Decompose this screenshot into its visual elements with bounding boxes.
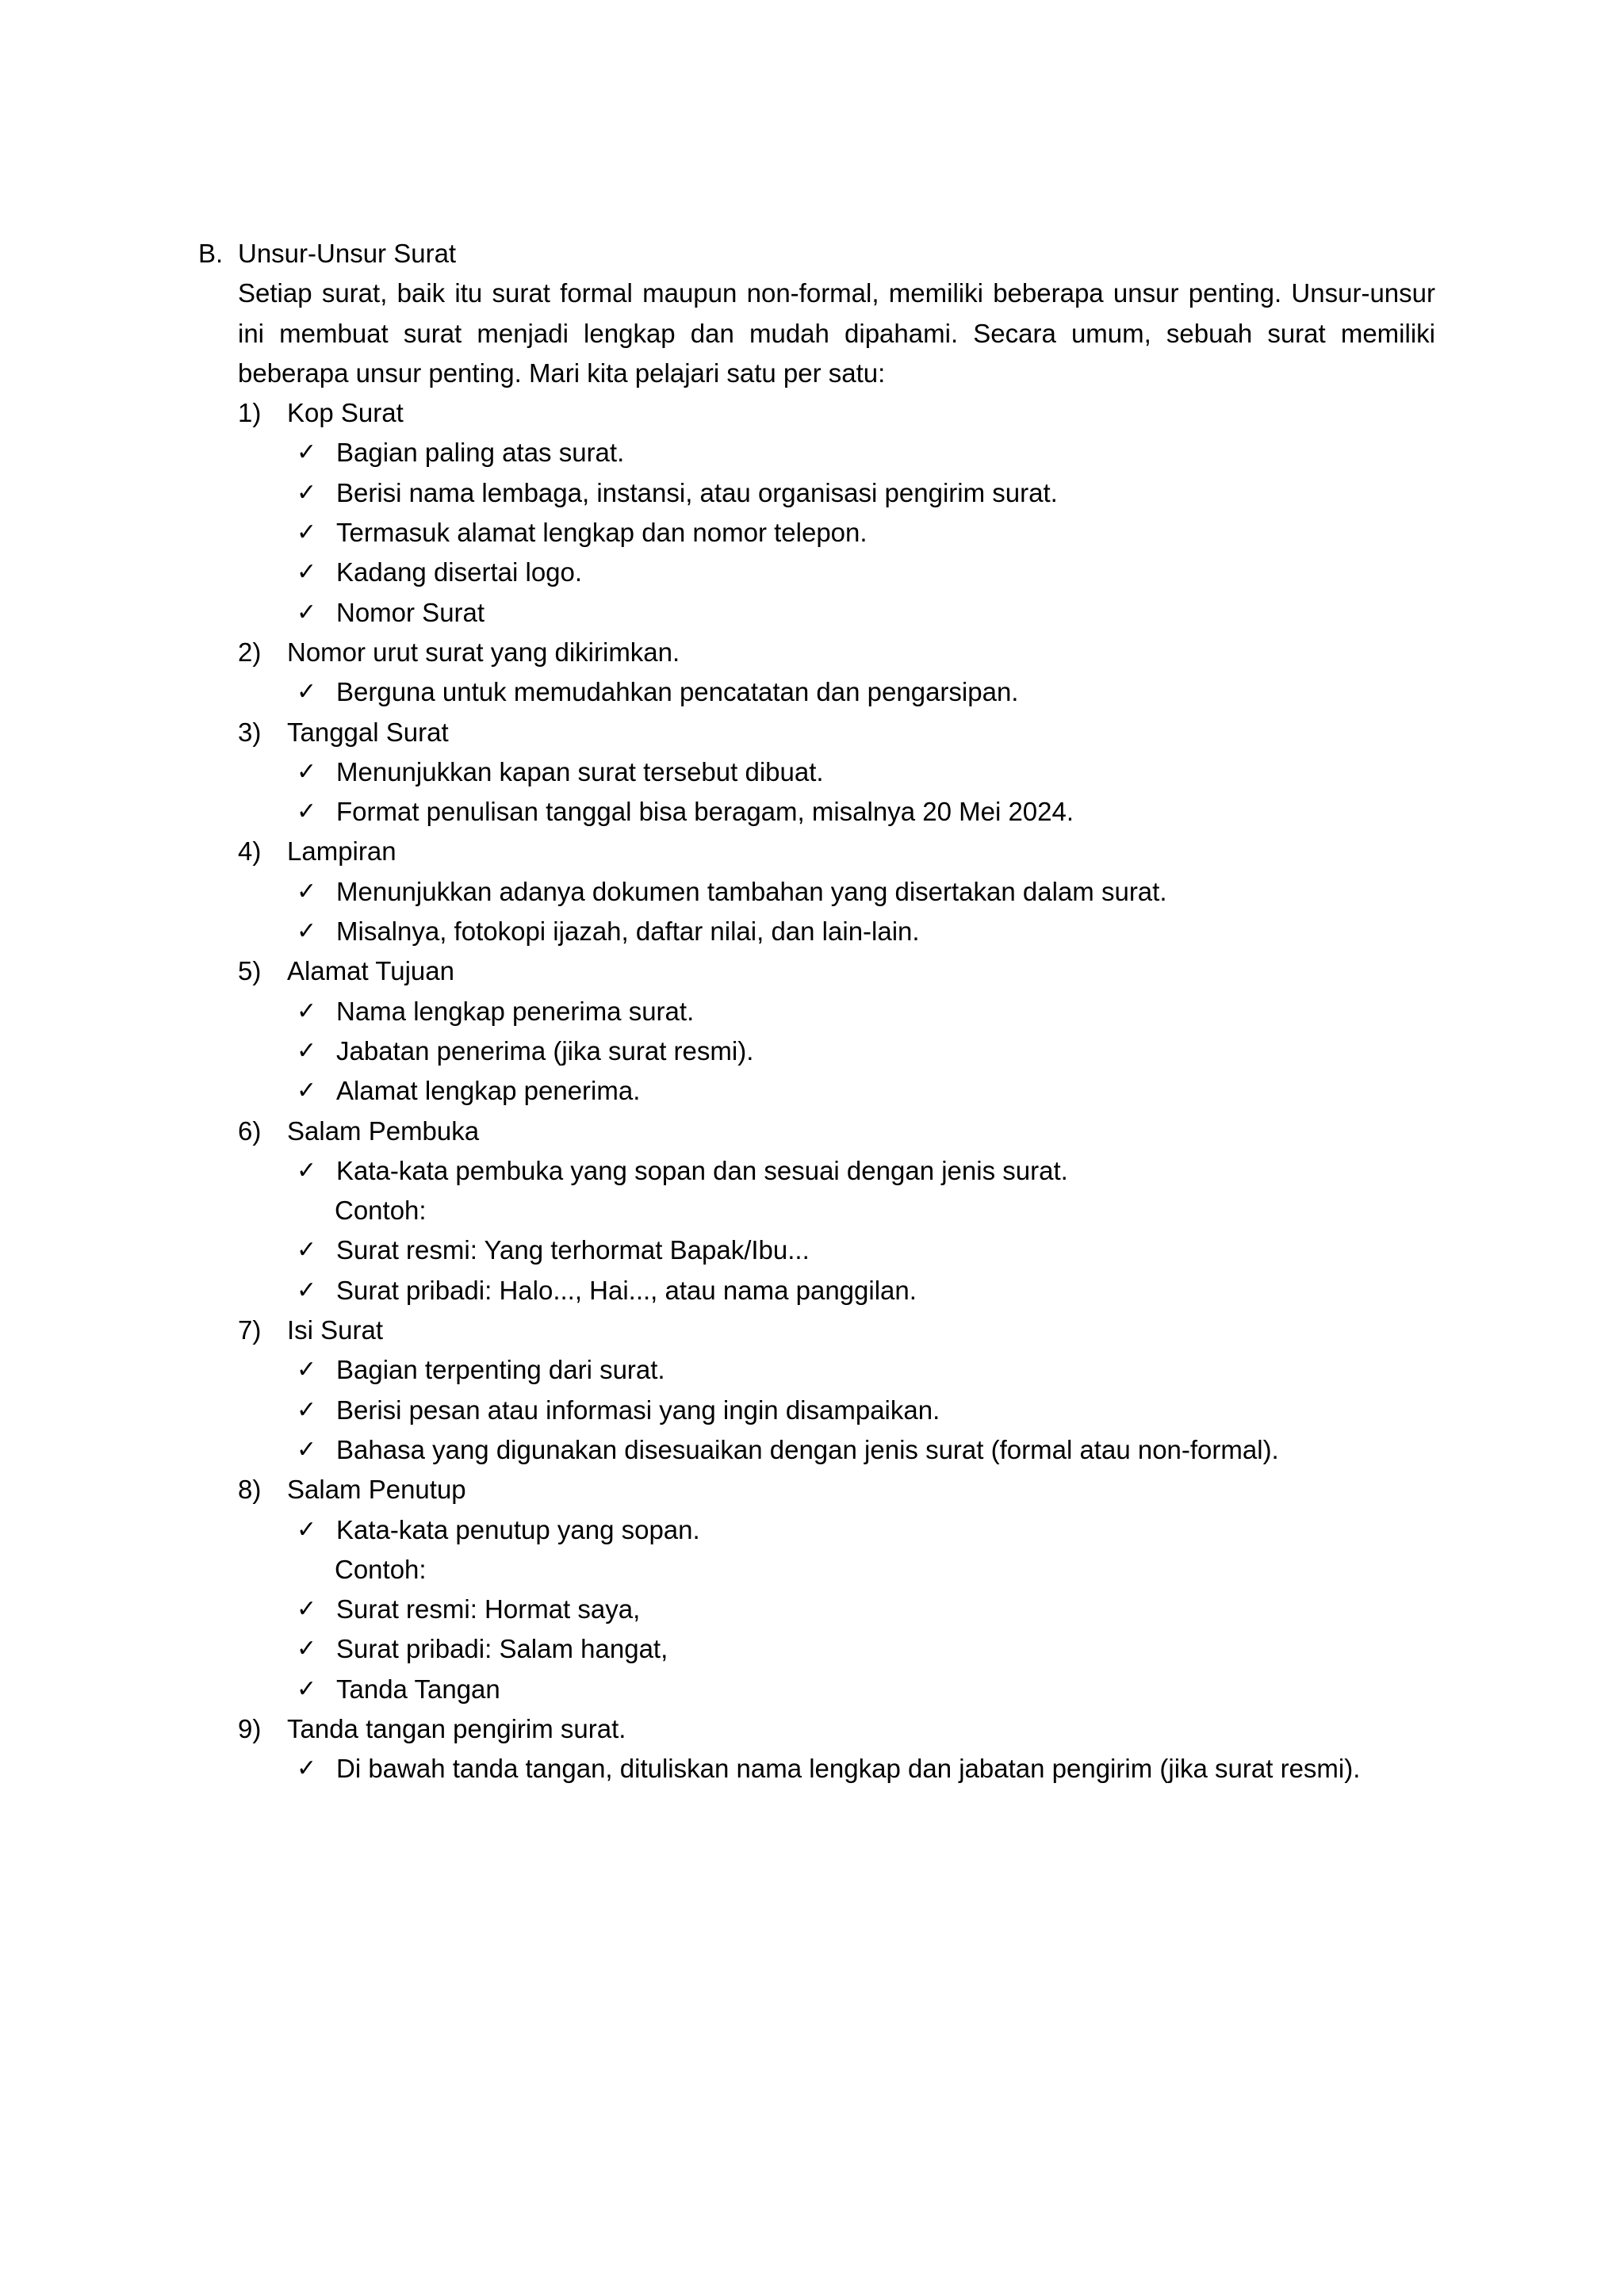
sub-item-text: Surat pribadi: Halo..., Hai..., atau nama panggilan. bbox=[336, 1275, 917, 1305]
list-item bbox=[238, 633, 1435, 672]
section-letter: B. bbox=[198, 239, 224, 268]
sub-list-item bbox=[295, 1230, 1435, 1270]
check-mark-icon: ✓ bbox=[297, 1435, 317, 1464]
sub-list-item bbox=[295, 1749, 1435, 1789]
list-item-number: 4) bbox=[238, 836, 262, 867]
list-item-title: Salam Penutup bbox=[287, 1475, 466, 1505]
check-mark-icon: ✓ bbox=[297, 1595, 317, 1624]
sub-list-item bbox=[295, 1590, 1435, 1629]
sub-item-text: Nomor Surat bbox=[336, 597, 485, 627]
sub-list-item bbox=[295, 473, 1435, 513]
check-mark-icon: ✓ bbox=[297, 438, 317, 467]
list-item bbox=[238, 1709, 1435, 1749]
document-content bbox=[198, 234, 1435, 1789]
list-item-title: Tanda tangan pengirim surat. bbox=[287, 1713, 626, 1743]
section-heading bbox=[198, 234, 1435, 274]
list-item-title: Isi Surat bbox=[287, 1315, 384, 1345]
sub-list-item bbox=[295, 672, 1435, 712]
list-item-number: 1) bbox=[238, 398, 262, 428]
sub-item-text: Tanda Tangan bbox=[336, 1674, 500, 1704]
sub-list-item bbox=[295, 593, 1435, 633]
check-mark-icon: ✓ bbox=[297, 678, 317, 706]
sub-list-item bbox=[295, 1071, 1435, 1111]
sub-list-item bbox=[295, 1191, 1435, 1230]
sub-list-item bbox=[295, 1629, 1435, 1669]
check-mark-icon: ✓ bbox=[297, 917, 317, 946]
sub-item-text: Surat resmi: Hormat saya, bbox=[336, 1594, 641, 1624]
sub-item-text: Termasuk alamat lengkap dan nomor telepon. bbox=[336, 518, 868, 548]
list-item-title: Alamat Tujuan bbox=[287, 956, 454, 986]
check-mark-icon: ✓ bbox=[297, 757, 317, 786]
sub-item-text: Berisi nama lembaga, instansi, atau organisasi pengirim surat. bbox=[336, 477, 1058, 507]
sub-item-text: Menunjukkan kapan surat tersebut dibuat. bbox=[336, 756, 824, 786]
sub-list-item bbox=[295, 433, 1435, 473]
sub-list-item bbox=[295, 1510, 1435, 1550]
list-item-title: Tanggal Surat bbox=[287, 717, 449, 747]
list-item-number: 8) bbox=[238, 1475, 262, 1505]
sub-item-text: Bagian terpenting dari surat. bbox=[336, 1355, 665, 1385]
sub-item-text: Kata-kata penutup yang sopan. bbox=[336, 1514, 700, 1544]
sub-item-text: Nama lengkap penerima surat. bbox=[336, 996, 695, 1026]
sub-list-item bbox=[295, 1271, 1435, 1311]
check-mark-icon: ✓ bbox=[297, 1515, 317, 1544]
list-item bbox=[238, 832, 1435, 871]
sub-item-text: Berisi pesan atau informasi yang ingin disampaikan. bbox=[336, 1395, 940, 1425]
sub-item-indent bbox=[295, 1191, 335, 1230]
sub-item-text: Contoh: bbox=[335, 1554, 427, 1584]
check-mark-icon: ✓ bbox=[297, 519, 317, 547]
sub-list-item bbox=[295, 912, 1435, 951]
check-mark-icon: ✓ bbox=[297, 877, 317, 905]
list-item-title: Lampiran bbox=[287, 836, 396, 867]
list-item bbox=[238, 1311, 1435, 1350]
sub-list-item bbox=[295, 872, 1435, 912]
sub-item-text: Bagian paling atas surat. bbox=[336, 438, 625, 468]
sub-item-text: Kadang disertai logo. bbox=[336, 557, 583, 587]
sub-list-item bbox=[295, 1670, 1435, 1709]
sub-item-text: Misalnya, fotokopi ijazah, daftar nilai, dan lain-lain. bbox=[336, 916, 920, 947]
list-item-number: 3) bbox=[238, 717, 262, 747]
list-item bbox=[238, 951, 1435, 991]
check-mark-icon: ✓ bbox=[297, 1276, 317, 1304]
check-mark-icon: ✓ bbox=[297, 1236, 317, 1265]
sub-item-text: Di bawah tanda tangan, dituliskan nama lengkap dan jabatan pengirim (jika surat resmi). bbox=[336, 1754, 1361, 1784]
check-mark-icon: ✓ bbox=[297, 1077, 317, 1105]
check-mark-icon: ✓ bbox=[297, 1356, 317, 1384]
sub-item-text: Kata-kata pembuka yang sopan dan sesuai dengan jenis surat. bbox=[336, 1155, 1068, 1185]
sub-list-item bbox=[295, 792, 1435, 832]
list-item-number: 5) bbox=[238, 956, 262, 986]
sub-list-item bbox=[295, 1031, 1435, 1071]
check-mark-icon: ✓ bbox=[297, 1755, 317, 1783]
intro-paragraph: Setiap surat, baik itu surat formal maupun non-formal, memiliki beberapa unsur penting. Unsur-unsur ini membuat surat menjadi lengkap dan mudah dipahami. Secara umum, sebuah surat memiliki beberapa unsur penting. Mari kita pelajari satu per satu: bbox=[238, 278, 1435, 388]
sub-item-text: Format penulisan tanggal bisa beragam, misalnya 20 Mei 2024. bbox=[336, 797, 1074, 827]
check-mark-icon: ✓ bbox=[297, 1635, 317, 1663]
list-item-number: 2) bbox=[238, 637, 262, 667]
sub-item-text: Alamat lengkap penerima. bbox=[336, 1076, 641, 1106]
sub-item-text: Menunjukkan adanya dokumen tambahan yang disertakan dalam surat. bbox=[336, 876, 1167, 906]
section-title: Unsur-Unsur Surat bbox=[238, 239, 457, 268]
sub-list-item bbox=[295, 1430, 1435, 1470]
sub-item-text: Berguna untuk memudahkan pencatatan dan pengarsipan. bbox=[336, 677, 1019, 707]
sub-item-text: Jabatan penerima (jika surat resmi). bbox=[336, 1035, 754, 1066]
sub-list-item bbox=[295, 553, 1435, 592]
sub-list-item bbox=[295, 1391, 1435, 1430]
list-item-title: Nomor urut surat yang dikirimkan. bbox=[287, 637, 680, 667]
sub-list-item bbox=[295, 752, 1435, 792]
sub-item-text: Contoh: bbox=[335, 1196, 427, 1226]
sub-item-indent bbox=[295, 1550, 335, 1590]
sub-item-text: Surat resmi: Yang terhormat Bapak/Ibu... bbox=[336, 1235, 810, 1265]
list-item bbox=[238, 1112, 1435, 1151]
sub-item-text: Bahasa yang digunakan disesuaikan dengan jenis surat (formal atau non-formal). bbox=[336, 1434, 1279, 1464]
check-mark-icon: ✓ bbox=[297, 997, 317, 1025]
sub-list-item bbox=[295, 992, 1435, 1031]
check-mark-icon: ✓ bbox=[297, 798, 317, 826]
sub-item-text: Surat pribadi: Salam hangat, bbox=[336, 1634, 668, 1664]
list-item bbox=[238, 713, 1435, 752]
list-item-title: Salam Pembuka bbox=[287, 1115, 480, 1146]
element-list bbox=[198, 393, 1435, 1789]
sub-list-item bbox=[295, 513, 1435, 553]
check-mark-icon: ✓ bbox=[297, 598, 317, 626]
list-item bbox=[238, 1470, 1435, 1510]
check-mark-icon: ✓ bbox=[297, 1156, 317, 1184]
check-mark-icon: ✓ bbox=[297, 1395, 317, 1424]
sub-list-item bbox=[295, 1550, 1435, 1590]
list-item-number: 9) bbox=[238, 1713, 262, 1743]
check-mark-icon: ✓ bbox=[297, 1036, 317, 1065]
sub-list-item bbox=[295, 1151, 1435, 1191]
check-mark-icon: ✓ bbox=[297, 558, 317, 587]
check-mark-icon: ✓ bbox=[297, 478, 317, 507]
list-item bbox=[238, 393, 1435, 433]
list-item-title: Kop Surat bbox=[287, 398, 404, 428]
list-item-number: 6) bbox=[238, 1115, 262, 1146]
sub-list-item bbox=[295, 1350, 1435, 1390]
check-mark-icon: ✓ bbox=[297, 1674, 317, 1703]
list-item-number: 7) bbox=[238, 1315, 262, 1345]
